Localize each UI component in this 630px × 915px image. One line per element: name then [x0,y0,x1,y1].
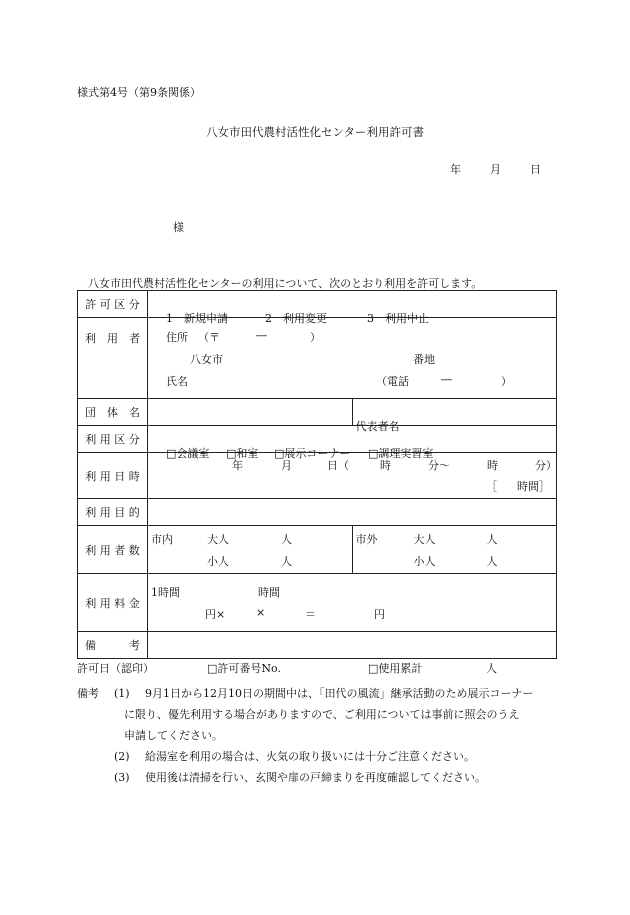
hours-close: 時間］ [517,480,550,493]
permit-form-table [77,290,557,659]
note-text: に限り、優先利用する場合がありますので、ご利用については事前に照会のうえ [124,708,520,721]
group-name-field[interactable] [148,399,353,426]
permit-number-label[interactable]: □許可番号No. [207,662,281,675]
datetime-end-hour: 時 [487,459,498,472]
representative-label: 代表者名 [355,420,400,433]
intro-text: 八女市田代農村活性化センターの利用について、次のとおり利用を許可します。 [88,277,483,290]
purpose-field[interactable] [148,499,557,526]
cumulative-usage-unit: 人 [486,662,497,675]
usage-type-label: 利 用 区 分 [78,426,148,453]
fee-field[interactable] [148,574,557,632]
datetime-day: 日（ [327,459,349,472]
fee-equals: ＝ [305,608,316,621]
date-month-label: 月 [490,163,501,176]
phone-dash: ― [441,373,452,386]
user-details [148,318,557,399]
datetime-end-minute: 分） [535,459,557,472]
permit-type-options [148,291,557,325]
user-row [78,318,557,399]
date-day-label: 日 [530,163,541,176]
note-1-continued [77,725,577,746]
checkbox-exhibition-corner[interactable]: □展示コーナー [274,447,351,460]
document-title: 八女市田代農村活性化センター利用許可書 [205,125,425,139]
date-year-label: 年 [450,163,461,176]
usage-type-options [148,426,557,460]
banchi-label: 番地 [413,353,435,366]
postal-open: （〒 [198,331,220,344]
checkbox-cooking-room[interactable]: □調理実習室 [368,447,434,460]
note-text: 使用後は清掃を行い、玄関や扉の戸締まりを再度確認してください。 [145,771,486,784]
outside-child-unit: 人 [486,555,498,568]
note-text: 給湯室を利用の場合は、火気の取り扱いには十分ご注意ください。 [145,750,475,763]
note-text: 9月1日から12月10日の期間中は、「田代の風流」継承活動のため展示コーナー [145,687,534,700]
representative-field[interactable] [352,399,557,433]
purpose-label: 利 用 目 的 [78,499,148,526]
inside-adult-label: 大人 [207,533,229,546]
postal-close: ） [310,331,321,344]
checkbox-meeting-room[interactable]: □会議室 [166,447,210,460]
inside-adult-unit: 人 [281,533,292,546]
remarks-label: 備 考 [78,632,148,659]
hours-open-bracket: ［ [486,480,497,493]
inside-child-unit: 人 [281,555,292,568]
addressee-suffix: 様 [173,221,184,234]
user-count-label: 利 用 者 数 [78,526,148,574]
note-2 [77,746,577,767]
cumulative-usage-label[interactable]: □使用累計 [368,662,423,675]
city-name: 八女市 [190,353,223,366]
inside-city-count[interactable] [148,526,353,574]
outside-adult-label: 大人 [413,533,436,546]
postal-dash: ― [256,329,267,342]
fee-hours: 時間 [258,586,280,599]
fee-yen: 円 [374,608,385,621]
group-row [78,399,557,426]
outside-child-label: 小人 [413,555,436,568]
inside-city-label: 市内 [151,533,173,546]
datetime-start-minute: 分～ [428,459,450,472]
purpose-row [78,499,557,526]
option-new-application[interactable]: 1 新規申請 [166,312,228,325]
remarks-field[interactable] [148,632,557,659]
phone-open: （電話 [376,375,409,388]
note-3 [77,767,577,788]
fee-yen-times: 円× [205,608,226,621]
user-count-row [78,526,557,574]
inside-child-label: 小人 [207,555,229,568]
note-number: (1) [114,687,130,700]
name-label: 氏名 [166,375,188,388]
outside-city-label: 市外 [355,533,378,546]
phone-close: ） [501,375,512,388]
datetime-start-hour: 時 [380,459,391,472]
permit-type-label: 許 可 区 分 [78,291,148,318]
form-number: 様式第4号（第9条関係） [77,86,201,99]
address-label: 住所 [166,331,188,344]
permit-date-label: 許可日（認印） [77,662,154,675]
remarks-row [78,632,557,659]
note-number: (2) [114,750,130,763]
option-change-usage[interactable]: 2 利用変更 [265,312,327,325]
datetime-year: 年 [232,459,243,472]
note-number: (3) [114,771,130,784]
issue-date [450,161,541,177]
user-label: 利 用 者 [85,332,140,345]
outside-city-count[interactable] [352,526,557,574]
note-1 [77,683,577,704]
outside-adult-unit: 人 [486,533,498,546]
datetime-field[interactable] [148,453,557,499]
datetime-row [78,453,557,499]
fee-times: × [256,606,266,619]
permit-type-row [78,291,557,318]
datetime-label: 利 用 日 時 [78,453,148,499]
usage-type-row [78,426,557,453]
note-1-continued [77,704,577,725]
fee-row [78,574,557,632]
group-label: 団 体 名 [78,399,148,426]
fee-one-hour: 1時間 [151,586,180,599]
datetime-month: 月 [281,459,292,472]
option-cancel-usage[interactable]: 3 利用中止 [367,312,429,325]
checkbox-japanese-room[interactable]: □和室 [226,447,259,460]
notes-section [77,683,577,788]
fee-label: 利 用 料 金 [78,574,148,632]
user-label-cell [78,318,148,399]
note-text: 申請してください。 [124,729,223,742]
notes-heading: 備考 [77,687,99,700]
